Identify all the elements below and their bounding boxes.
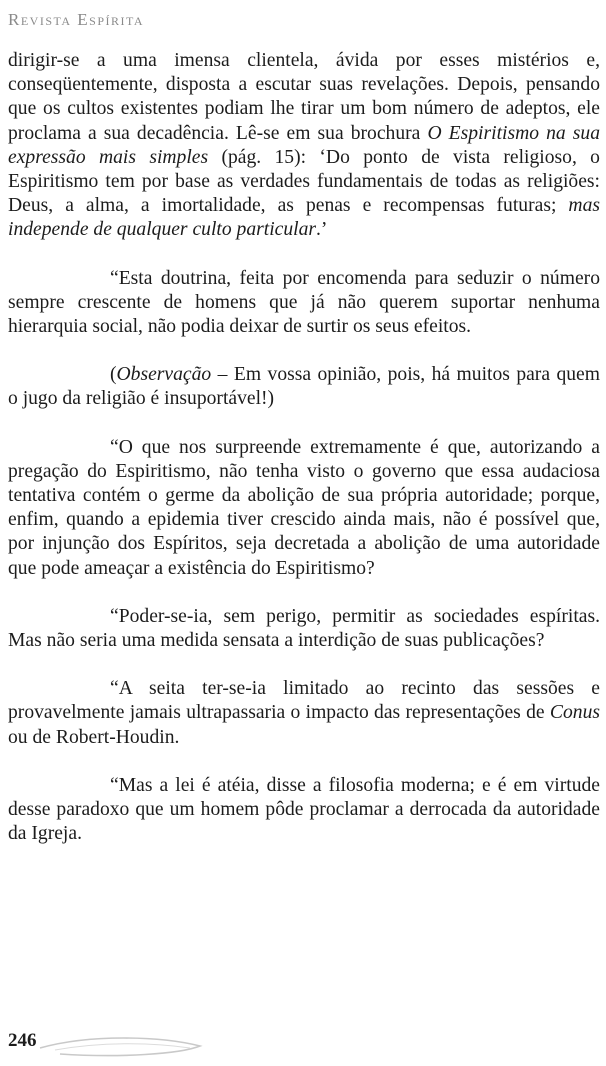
paragraph: [8, 49, 600, 243]
text-run: “Esta doutrina, feita por encomenda para seduzir o número sempre crescente de homens que já não querem suportar nenhuma hierarquia social, não podia deixar de surtir os seus efeitos.: [8, 267, 600, 338]
page-number: 246: [8, 1030, 37, 1051]
running-head: Revista Espírita: [8, 10, 145, 29]
paragraph: [8, 605, 600, 653]
paragraph: [8, 267, 600, 340]
text-run: .’: [316, 219, 328, 241]
text-run: “Mas a lei é atéia, disse a filosofia moderna; e é em virtude desse paradoxo que um homem pôde proclamar a derrocada da autoridade da Igreja.: [8, 774, 600, 845]
paragraph: [8, 436, 600, 581]
paragraph: [8, 363, 600, 411]
paragraph: [8, 677, 600, 750]
italic-text: mas independe de qualquer culto particular: [8, 195, 600, 241]
italic-text: Conus: [549, 702, 600, 724]
body-text: [8, 49, 600, 870]
text-run: (pág. 15): ‘Do ponto de vista religioso, o Espiritismo tem por base as verdades fundamentais de todas as religiões: Deus, a alma, a imortalidade, as penas e recompensas futuras;: [8, 146, 600, 217]
text-run: “Poder-se-ia, sem perigo, permitir as sociedades espíritas. Mas não seria uma medida sensata a interdição de suas publicações?: [8, 605, 600, 652]
text-run: “O que nos surpreende extremamente é que, autorizando a pregação do Espiritismo, não tenha visto o governo que essa audaciosa tentativa contém o germe da abolição de sua própria autoridade; porque, enfim, quando a epidemia tiver crescido ainda mais, não é possível que, por injunção dos Espíritos, seja decretada a abolição de uma autoridade que pode ameaçar a existência do Espiritismo?: [8, 436, 600, 579]
italic-text: Observação: [116, 364, 212, 386]
text-run: – Em vossa opinião, pois, há muitos para quem o jugo da religião é insuportável!): [8, 364, 600, 410]
italic-text: O Espiritismo na sua expressão mais simples: [8, 122, 600, 168]
text-run: dirigir-se a uma imensa clientela, ávida por esses mistérios e, conseqüentemente, disposta a escutar suas revelações. Depois, pensando que os cultos existentes podiam lhe tirar um bom número de adeptos, ele proclama a sua decadência. Lê-se em sua brochura: [8, 50, 600, 144]
text-run: ou de Robert-Houdin.: [8, 726, 180, 748]
paragraph: [8, 774, 600, 847]
text-run: “A seita ter-se-ia limitado ao recinto das sessões e provavelmente jamais ultrapassaria o impacto das representações de: [8, 678, 600, 724]
text-run: (: [110, 364, 117, 386]
